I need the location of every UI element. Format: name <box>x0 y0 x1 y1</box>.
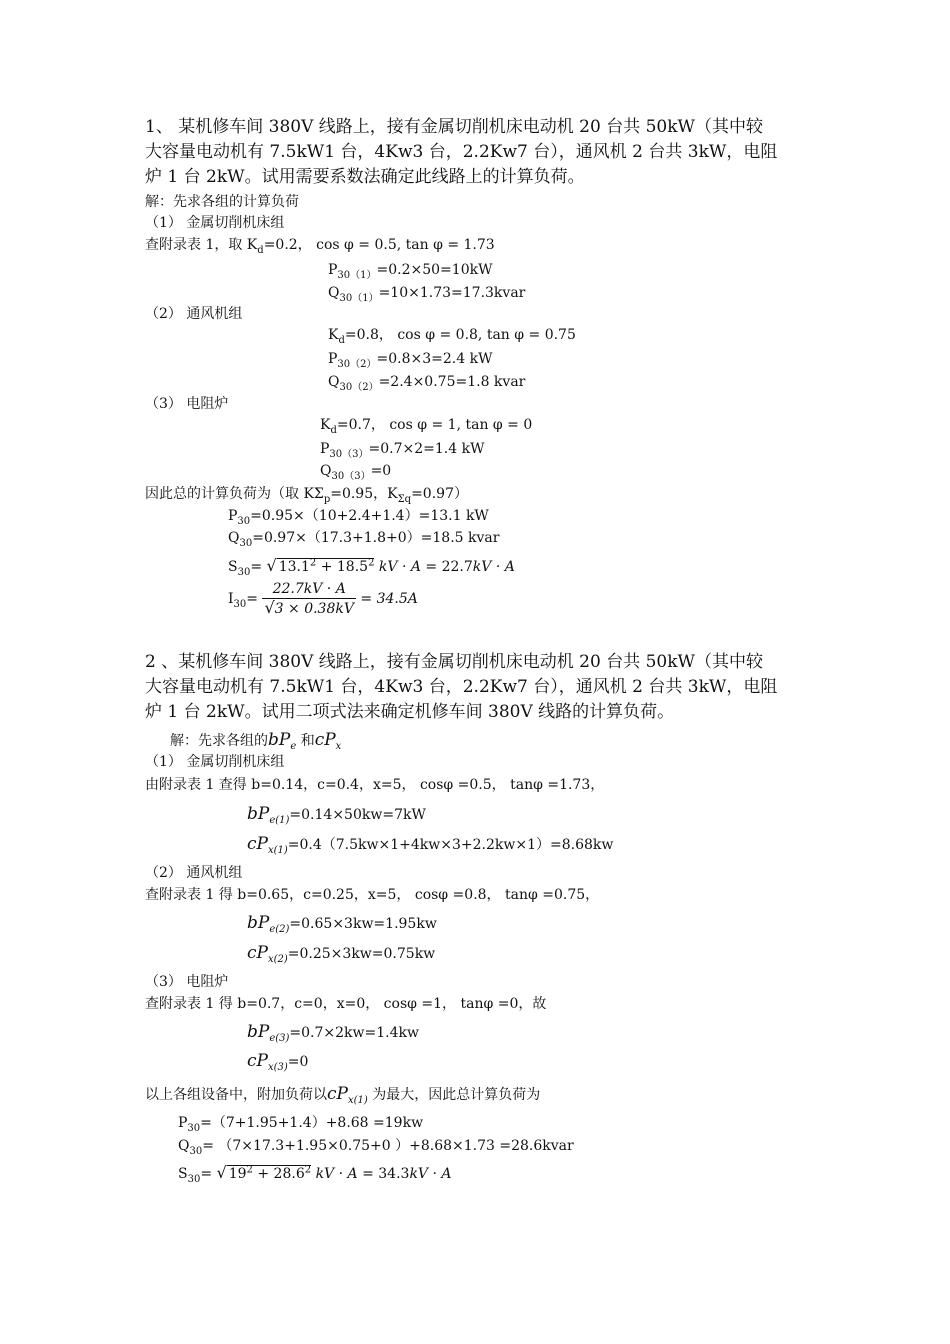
problem1-total-intro: 因此总的计算负荷为（取 $K\Sigma_p=0.95$，$K_{\Sigma q}=0.97$） <box>145 486 468 505</box>
problem1-q30-1: $Q_{30(1)}=10\times 1.73=17.3kvar$ <box>328 285 526 304</box>
problem2-q30-total: $Q_{30}= (7\times 17.3+1.95\times 0.75+0$ ）+8.68×1.73 =28.6kvar <box>178 1138 574 1157</box>
problem2-bpe-1: $bP_{e(1)}=0.14\times 50kw=7kW$ <box>247 804 426 826</box>
problem2-cpx-2: $cP_{x(2)}=0.25\times 3kw=0.75kw$ <box>247 943 436 965</box>
problem1-statement-line2: 大容量电动机有 7.5kW1 台，4Kw3 台，2.2Kw7 台），通风机 2 台共 3kW，电阻 <box>145 142 778 162</box>
problem2-statement-line3: 炉 1 台 2kW。试用二项式法来确定机修车间 380V 线路的计算负荷。 <box>145 702 675 722</box>
problem2-p30-total: $P_{30}=(7+1.95+1.4)+8.68 =19kw$ <box>178 1115 424 1134</box>
problem2-group3-coefficients: 查附录表 1 得 b=0.7，c=0，x=0， cosφ =1， tanφ =0，故 <box>145 996 547 1012</box>
problem2-group3-heading: （3） 电阻炉 <box>145 974 229 990</box>
problem2-group1-heading: （1） 金属切削机床组 <box>145 754 285 770</box>
problem1-solution-intro: 解：先求各组的计算负荷 <box>145 194 299 210</box>
problem2-statement-line1: 2 、某机修车间 380V 线路上，接有金属切削机床电动机 20 台共 50kW（其中较 <box>145 652 764 672</box>
problem1-statement-line1: 1、 某机修车间 380V 线路上，接有金属切削机床电动机 20 台共 50kW（其中较 <box>145 117 764 137</box>
problem1-p30-3: $P_{30(3)}=0.7\times 2=1.4$ kW <box>320 441 485 460</box>
problem1-q30-3: $Q_{30(3)}=0$ <box>320 463 392 482</box>
problem2-max-additional-load: 以上各组设备中，附加负荷以$cP_{x(1)}$ 为最大，因此总计算负荷为 <box>145 1084 541 1106</box>
problem1-q30-total: $Q_{30}=0.97\times(17.3+1.8+0)=18.5$ kvar <box>228 530 500 549</box>
problem2-group1-coefficients: 由附录表 1 查得 b=0.14，c=0.4，x=5， cosφ =0.5， tanφ =1.73， <box>145 777 605 793</box>
problem1-p30-total: $P_{30}=0.95\times(10+2.4+1.4)=13.1$ kW <box>228 508 489 527</box>
problem1-group3-heading: （3） 电阻炉 <box>145 396 229 412</box>
problem2-bpe-2: $bP_{e(2)}=0.65\times 3kw=1.95kw$ <box>247 913 437 935</box>
problem2-solution-intro: 解：先求各组的$bP_e$ 和$cP_x$ <box>170 730 342 752</box>
problem1-group2-heading: （2） 通风机组 <box>145 306 243 322</box>
problem2-cpx-1: $cP_{x(1)}=0.4(7.5kw\times 1+4kw\times 3+2.2kw\times 1)=8.68kw$ <box>247 834 614 856</box>
problem2-group2-heading: （2） 通风机组 <box>145 865 243 881</box>
problem1-group3-coefficients: $K_d=0.7$， cos φ = 1, tan φ = 0 <box>320 417 533 436</box>
problem1-group1-coefficients: 查附录表 1，取 $K_d=0.2$， cos φ = 0.5, tan φ = 1.73 <box>145 237 495 256</box>
problem1-p30-2: $P_{30(2)}=0.8\times 3=2.4$ kW <box>328 351 493 370</box>
problem2-bpe-3: $bP_{e(3)}=0.7\times 2kw=1.4kw$ <box>247 1022 419 1044</box>
problem1-group2-coefficients: $K_d=0.8$， cos φ = 0.8, tan φ = 0.75 <box>328 327 576 346</box>
problem2-statement-line2: 大容量电动机有 7.5kW1 台，4Kw3 台，2.2Kw7 台），通风机 2 台共 3kW，电阻 <box>145 677 778 697</box>
problem1-p30-1: $P_{30(1)}=0.2\times 50=10kW$ <box>328 262 493 281</box>
problem2-group2-coefficients: 查附录表 1 得 b=0.65，c=0.25，x=5， cosφ =0.8， tanφ =0.75， <box>145 887 600 903</box>
problem1-i30-total: $I_{30}=$ $\frac{22.7kV \cdot A}{√3 \times 0.38kV}$ = 34.5A <box>228 581 418 617</box>
problem1-statement-line3: 炉 1 台 2kW。试用需要系数法确定此线路上的计算负荷。 <box>145 167 585 187</box>
problem1-s30-total: $S_{30}=$ √ $13.1^2 + 18.5^2$ kV · A = 22.7kV · A <box>228 556 515 578</box>
problem1-group1-heading: （1） 金属切削机床组 <box>145 215 285 231</box>
problem2-cpx-3: $cP_{x(3)}=0$ <box>247 1051 309 1073</box>
problem1-q30-2: $Q_{30(2)}=2.4\times 0.75=1.8$ kvar <box>328 374 526 393</box>
problem2-s30-total: $S_{30}=$ √ $19^2 + 28.6^2$ kV · A = 34.3kV · A <box>178 1163 452 1185</box>
current-fraction: $\frac{22.7kV \cdot A}{√3 \times 0.38kV}$ <box>264 581 354 617</box>
